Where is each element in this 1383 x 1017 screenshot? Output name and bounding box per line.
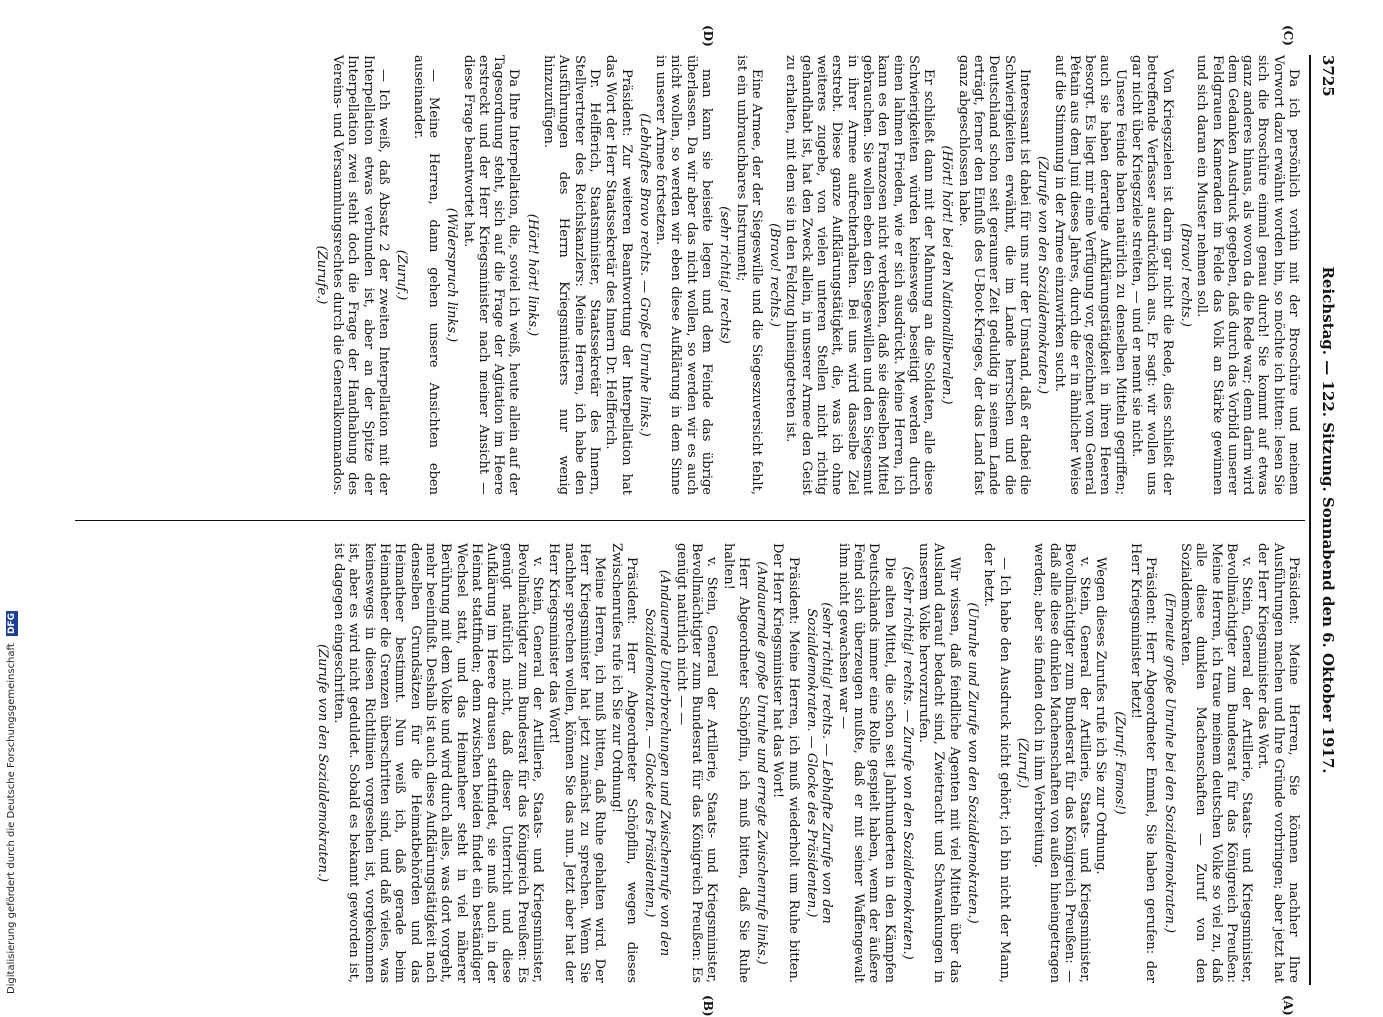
interjection: (Zurufe.): [313, 245, 329, 305]
paragraph: — Meine Herren, dann gehen unsere Ansichten eben auseinander.: [410, 55, 441, 495]
page-title: Reichstag. — 122. Sitzung. Sonnabend den 6. Oktober 1917.: [1319, 266, 1337, 774]
left-column: [311, 55, 1301, 495]
footer-text: Digitalisierung gefördert durch die Deutsche Forschungsgemeinschaft: [6, 643, 17, 994]
paragraph: Wir wissen, daß feindliche Agenten mit viel Mitteln über das Ausland darauf bedacht sind, Zwietracht und Schwankungen in unserem Volke hervorzurufen.: [916, 543, 962, 983]
margin-marker-c: (C): [1281, 25, 1295, 46]
interjection: (Unruhe und Zurufe von den Sozialdemokraten.): [965, 602, 981, 924]
paragraph: Da ich persönlich vorhin mit der Broschüre und meinem Vorwort dazu erwähnt worden bin, so möchte ich bitten: lesen Sie sich die Broschüre einmal genau durch! Sie kommt auf etwas ganz anderes hinaus, als wovon da die Rede war; denn darin wird dem Gedanken Ausdruck gegeben, daß durch das Vorbild unserer Feldgrauen Kameraden im Felde das Volk an Stärke gewinnen und sich daran ein Muster nehmen soll.: [1194, 55, 1301, 495]
margin-marker-d: (D): [701, 25, 715, 47]
interjection: (Hört! hört! bei den Nationalliberalen.): [939, 145, 955, 405]
interjection: (Zuruf.): [394, 249, 410, 301]
paragraph: v. Stein, General der Artillerie, Staats- und Kriegsminister, Bevollmächtigter zum Bundesrat für das Königreich Preußen: — daß alle diese dunklen Machenschaften von außen hineingetragen werden; aber sie finden doch in ihm Verbreitung.: [1031, 543, 1093, 983]
margin-marker-a: (A): [1281, 995, 1295, 1016]
interjection: (Bravo! rechts.): [767, 223, 783, 327]
interjection: (Andauernde Unterbrechungen und Zwischenrufe von den Sozialdemokraten. — Glocke des Präsidenten.): [642, 569, 673, 957]
header-rule: [1309, 55, 1311, 985]
interjection: (Hört! hört! links.): [524, 213, 540, 337]
interjection: (sehr richtig! rechts): [717, 206, 733, 344]
interjection: (Erneute große Unruhe bei den Sozialdemokraten.): [1161, 592, 1177, 934]
margin-marker-b: (B): [701, 995, 715, 1017]
paragraph: Meine Herren, ich muß bitten, daß Ruhe gehalten wird. Der Herr Kriegsminister hat jetzt zunächst zu sprechen. Wenn Sie nachher sprechen wollen, können Sie das nun. Jetzt aber hat der Herr Kriegsminister das Wort!: [546, 543, 608, 983]
paragraph: Eine Armee, der der Siegeswille und die Siegeszuversicht fehlt, ist ein unbrauchbares Instrument;: [733, 55, 764, 495]
paragraph: Präsident: Herr Abgeordneter Schöpflin, wegen dieses Zwischenrufes rufe ich Sie zur Ordnung!: [608, 543, 639, 983]
page-header: [1313, 55, 1335, 985]
paragraph: Er schließt dann mit der Mahnung an die Soldaten, alle diese Schwierigkeiten würden keineswegs beseitigt werden durch einen lahmen Frieden, wie er sich ausdrückt. Meine Herren, ich kann es den Franzosen nicht verdenken, daß sie dieselben Mittel gebrauchen. Sie wollen eben den Siegeswillen und den Siegesmut in ihrer Armee aufrechterhalten. Bei uns wird dasselbe Ziel erstrebt. Diese ganze Aufklärungstätigkeit, die, was ich ohne weiteres zugebe, von vielen unteren Stellen nicht richtig gehandhabt ist, hat den Zweck allein, in unserer Armee den Geist zu erhalten, mit dem sie in den Feldzug hineingetreten ist.: [783, 55, 937, 495]
interjection: (Widerspruch links.): [444, 207, 460, 343]
paragraph: Dr. Helfferich, Staatsminister, Staatssekretär des Innern, Stellvertreter des Reichskanzlers: Meine Herren, ich habe den Ausführungen des Herrn Kriegsministers nur wenig hinzuzufügen.: [541, 55, 602, 495]
interjection: (Bravo! rechts.): [1177, 223, 1193, 327]
interjection: (Lebhaftes Bravo rechts. — Große Unruhe links.): [636, 113, 652, 437]
paragraph: Interessant ist dabei für uns nur der Umstand, daß er dabei die Schwierigkeiten erwähnt, die im Lande herrschen und die Deutschland schon seit geraumer Zeit geduldig in seinem Lande erträgt, ferner den Einfluß des U-Boot-Krieges, der das Land fast ganz abgeschlossen habe.: [955, 55, 1032, 495]
interjection: (Zuruf.): [1014, 737, 1030, 789]
paragraph: — Ich habe den Ausdruck nicht gehört; ich bin nicht der Mann, der hetzt.: [981, 543, 1012, 983]
paragraph: Herr Abgeordneter Schöpflin, ich muß bitten, daß Sie Ruhe halten!: [720, 543, 751, 983]
paragraph: v. Stein, General der Artillerie, Staats- und Kriegsminister, Bevollmächtigter zum Bundesrat für das Königreich Preußen: Es genügt natürlich nicht — —: [673, 543, 720, 983]
paragraph: Da Ihre Interpellation, die, soviel ich weiß, heute allein auf der Tagesordnung steht, sich auf die Frage der Agitation im Heere erstreckt und der Herr Kriegsminister nach meiner Ansicht — diese Frage beantwortet hat.: [460, 55, 522, 495]
paragraph: man kann sie beiseite legen und dem Feinde das übrige überlassen. Da wir aber das nicht wollen, so werden wir es auch nicht wollen, so werden wir eben diese Aufklärung in dem Sinne in unserer Armee fortsetzen.: [653, 55, 715, 495]
interjection: (Sehr richtig! rechts. — Zurufe von den Sozialdemokraten.): [899, 566, 915, 960]
page-number: 3725: [1319, 55, 1337, 97]
column-divider: [75, 520, 1305, 521]
paragraph: Wegen dieses Zurufes rufe ich Sie zur Ordnung.: [1093, 557, 1109, 875]
paragraph: Präsident: Herr Abgeordneter Emmel, Sie haben gerufen: der Herr Kriegsminister hetzt!: [1128, 543, 1159, 983]
paragraph: v. Stein, General der Artillerie, Staats- und Kriegsminister, Bevollmächtigter zum Bundesrat für das Königreich Preußen: Meine Herren, ich traue meinem deutschen Volke so viel zu, daß alle diese dunklen Machenschaften — Zuruf von den Sozialdemokraten.: [1177, 543, 1255, 983]
dfg-logo: DFG: [7, 612, 17, 634]
right-column: [312, 543, 1301, 983]
footer-credit: [6, 611, 18, 994]
paragraph: Von Kriegszielen ist darin gar nicht die Rede, dies schließt der betreffende Verfasser ausdrücklich aus. Er sagt: wir wollen uns gar nicht über Kriegsziele streiten, — und er nennt sie nicht.: [1129, 55, 1175, 495]
paragraph: v. Stein, General der Artillerie, Staats- und Kriegsminister, Bevollmächtigter zum Bundesrat für das Königreich Preußen: Es genügt natürlich nicht, daß dieser Unterricht und diese Aufklärung im Heere drausen stattfindet, sie muß auch in der Heimat stattfinden; denn zwischen beiden findet ein beständiger Wechsel statt, und das Heimatheer steht in viel näherer Berührung mit dem Volke und wird durch alles, was dort vorgeht, mehr beeinflußt. Deshalb ist auch diese Aufklärungstätigkeit nach denselben Grundsätzen für die Heimatbehörden und das Heimatheer bestimmt. Nun weiß ich, daß gerade beim Heimatheer die Grenzen überschritten sind, und daß vieles, was keineswegs in diesen Richtlinien vorgesehen ist, vorgekommen ist, aber es wird nicht geduldet. Sobald es bekannt geworden ist, ist dagegen eingeschritten.: [331, 543, 546, 983]
interjection: (Andauernde große Unruhe und erregte Zwischenrufe links.): [754, 561, 770, 965]
document-page: [75, 25, 1337, 1017]
interjection: (Zurufe von den Sozialdemokraten.): [314, 643, 330, 883]
paragraph: Die alten Mittel, die schon seit Jahrhunderten in den Kämpfen Deutschlands immer eine Rolle gespielt haben, wenn der äußere Feind sich überzeugen mußte, daß er mit seiner Waffengewalt ihm nicht gewachsen war —: [835, 543, 897, 983]
interjection: (Zurufe von den Sozialdemokraten.): [1035, 155, 1051, 395]
paragraph: Präsident: Meine Herren, Sie können nachher Ihre Ausführungen machen und Ihre Gründe vorbringen; aber jetzt hat der Herr Kriegsminister das Wort.: [1255, 543, 1301, 983]
interjection: (sehr richtig! rechts. — Lebhafte Zurufe von den Sozialdemokraten. — Glocke des Präsidenten.): [804, 602, 835, 924]
paragraph: Präsident: Zur weiteren Beantwortung der Interpellation hat das Wort der Herr Staatssekretär des Innern Dr. Helfferich.: [603, 55, 634, 495]
paragraph: Präsident: Meine Herren, ich muß wiederholt um Ruhe bitten. Der Herr Kriegsminister hat das Wort!: [770, 543, 801, 983]
paragraph: Unsere Feinde haben natürlich zu denselben Mitteln gegriffen; auch sie haben derartige Aufklärungstätigkeit in ihren Heeren besorgt. Es liegt mir eine Verfügung vor, gezeichnet vom General Pétain aus dem Juni dieses Jahres, durch die er in ähnlicher Weise auf die Stimmung in der Armee einzuwirken sucht.: [1051, 55, 1128, 495]
interjection: (Zuruf: Famos!): [1111, 711, 1127, 815]
paragraph: — Ich weiß, daß Absatz 2 der zweiten Interpellation mit der Interpellation etwas verbunden ist, aber an der Spitze der Interpellation zwei steht doch die Frage der Handhabung des Vereins- und Versammlungsrechtes durch die Generalkommandos.: [330, 55, 392, 495]
